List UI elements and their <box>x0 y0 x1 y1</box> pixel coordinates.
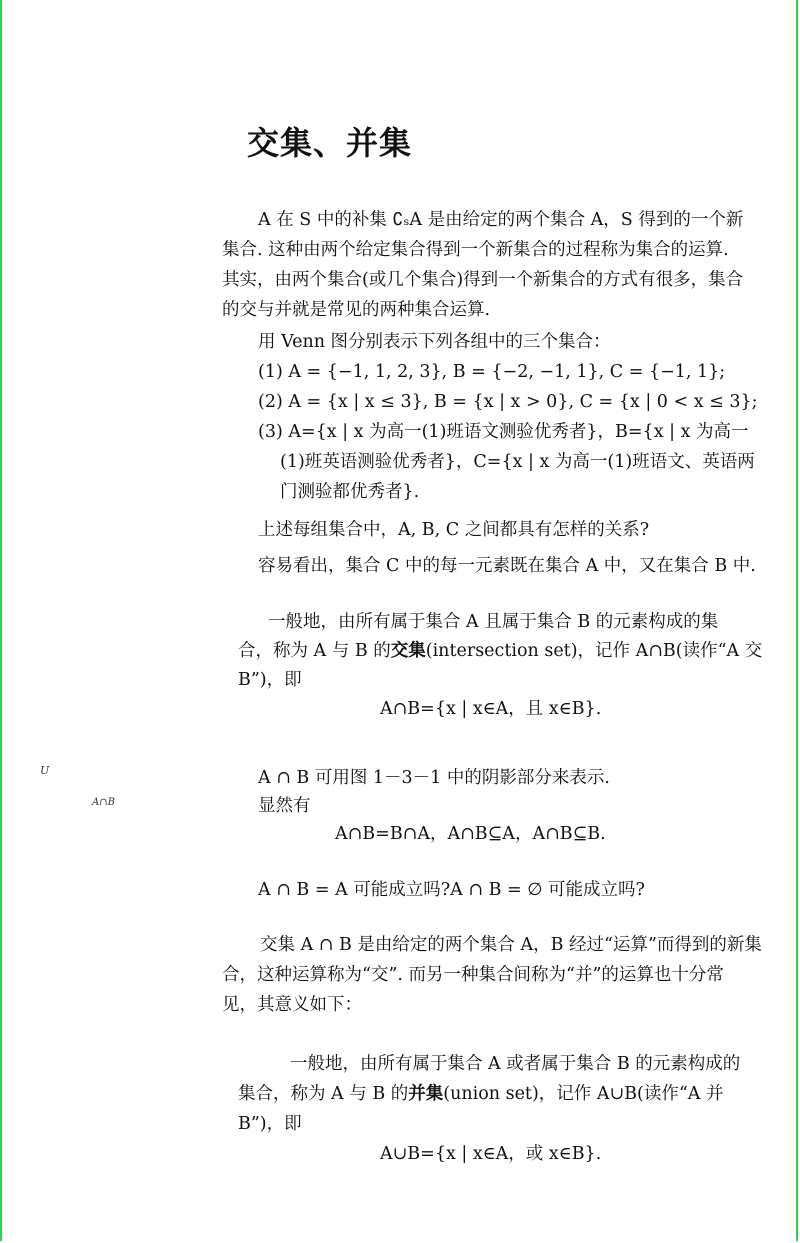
properties-formula: A∩B=B∩A，A∩B⊆A，A∩B⊆B. <box>335 824 606 844</box>
exercise-item: (1) A = {−1, 1, 2, 3}, B = {−2, −1, 1}, C = {−1, 1}; <box>258 362 726 382</box>
exercise-answer: 容易看出，集合 C 中的每一元素既在集合 A 中，又在集合 B 中. <box>258 556 756 576</box>
exercise-item-cont: (1)班英语测验优秀者}，C={x | x 为高一(1)班语文、英语两 <box>280 452 755 472</box>
term-intersection: 交集 <box>390 641 426 661</box>
obviously-text: 显然有 <box>258 796 311 816</box>
intersection-definition <box>238 608 762 724</box>
definition-line: B”)，即 <box>238 1114 302 1134</box>
definition-text: (union set)，记作 A∪B(读作“A 并 <box>443 1084 724 1104</box>
definition-text: 集合，称为 A 与 B 的 <box>238 1084 409 1104</box>
intro-line: 的交与并就是常见的两种集合运算. <box>222 300 491 320</box>
definition-text: (intersection set)，记作 A∩B(读作“A 交 <box>425 641 763 661</box>
question-two: A ∩ B = A 可能成立吗?A ∩ B = ∅ 可能成立吗? <box>258 880 645 900</box>
union-intro-paragraph <box>222 930 762 1020</box>
definition-line: 一般地，由所有属于集合 A 或者属于集合 B 的元素构成的 <box>290 1054 741 1074</box>
definition-line: B”)，即 <box>238 670 302 690</box>
exercise-item-cont: 门测验都优秀者}. <box>280 482 420 502</box>
definition-formula: A∪B={x | x∈A，或 x∈B}. <box>380 1144 602 1164</box>
exercise-question: 上述每组集合中，A, B, C 之间都具有怎样的关系? <box>258 520 650 540</box>
intro-line: 集合. 这种由两个给定集合得到一个新集合的过程称为集合的运算. <box>222 240 729 260</box>
paragraph-line: 交集 A ∩ B 是由给定的两个集合 A，B 经过“运算”而得到的新集 <box>260 935 762 955</box>
intro-paragraph <box>222 205 782 325</box>
paragraph-line: 合，这种运算称为“交”. 而另一种集合间称为“并”的运算也十分常 <box>222 965 724 985</box>
definition-text: 合，称为 A 与 B 的 <box>238 641 391 661</box>
union-definition <box>238 1049 740 1169</box>
page-title: 交集、并集 <box>247 124 413 162</box>
paragraph-line: 见，其意义如下： <box>222 995 362 1015</box>
definition-line: 一般地，由所有属于集合 A 且属于集合 B 的元素构成的集 <box>268 612 719 632</box>
exercise-block <box>258 327 758 581</box>
intro-line: 其实，由两个集合(或几个集合)得到一个新集合的方式有很多，集合 <box>222 270 744 290</box>
exercise-item: (2) A = {x | x ≤ 3}, B = {x | x > 0}, C = {x | 0 < x ≤ 3}; <box>258 392 758 412</box>
intro-line: A 在 S 中的补集 ∁ₛA 是由给定的两个集合 A，S 得到的一个新 <box>258 210 744 230</box>
definition-formula: A∩B={x | x∈A，且 x∈B}. <box>380 699 602 719</box>
venn-universe-label: U <box>40 764 50 777</box>
figure-reference: A ∩ B 可用图 1－3－1 中的阴影部分来表示. <box>258 768 610 788</box>
exercise-item: (3) A={x | x 为高一(1)班语文测验优秀者}，B={x | x 为高一 <box>258 422 749 442</box>
definition-line <box>238 1079 740 1109</box>
exercise-lead: 用 Venn 图分别表示下列各组中的三个集合： <box>258 332 611 352</box>
term-union: 并集 <box>408 1084 444 1104</box>
venn-intersection-label: A∩B <box>92 797 115 808</box>
definition-line <box>238 637 762 666</box>
